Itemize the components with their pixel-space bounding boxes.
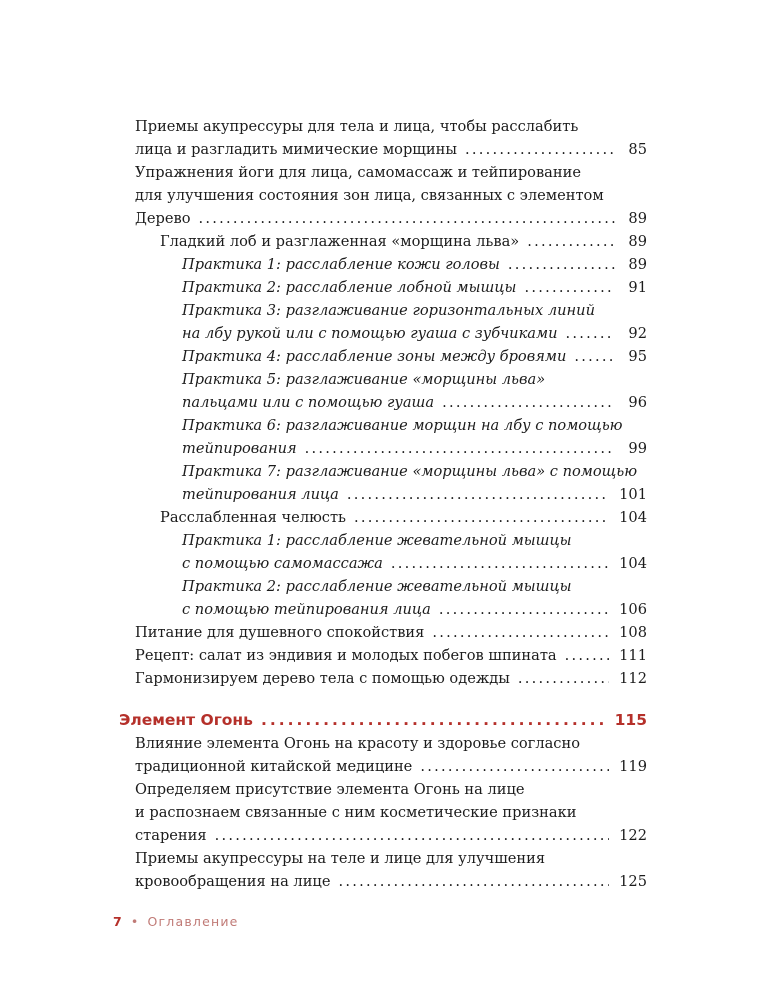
toc-entry[interactable] (135, 437, 647, 460)
toc-entry[interactable] (135, 621, 647, 644)
toc-entry[interactable] (135, 870, 647, 893)
toc-entry-text: с помощью самомассажа (182, 555, 383, 572)
toc-text-line: Практика 6: разглаживание морщин на лбу с помощью (182, 417, 623, 434)
toc-entry[interactable] (135, 667, 647, 690)
toc-entry[interactable] (135, 230, 647, 253)
toc-page-number: 89 (628, 256, 647, 273)
section-page-number: 115 (614, 711, 647, 729)
toc-page-number: 106 (619, 601, 647, 618)
toc-page-number: 85 (628, 141, 647, 158)
toc-text-line: Практика 1: расслабление жевательной мышцы (182, 532, 572, 549)
dot-leader (439, 598, 609, 621)
toc-entry-text: старения (135, 827, 207, 844)
toc-entry[interactable] (135, 391, 647, 414)
toc-text-line: Практика 5: разглаживание «морщины льва» (182, 371, 546, 388)
section-spacer (135, 690, 647, 709)
toc-text-line: Влияние элемента Огонь на красоту и здоровье согласно (135, 735, 580, 752)
footer-page-number: 7 (113, 914, 123, 929)
toc-page-number: 89 (628, 210, 647, 227)
toc-entry[interactable] (135, 552, 647, 575)
toc-entry-text: на лбу рукой или с помощью гуаша с зубчиками (182, 325, 558, 342)
dot-leader (338, 870, 609, 893)
toc-entry[interactable] (135, 345, 647, 368)
dot-leader (465, 138, 615, 161)
toc-entry[interactable] (135, 276, 647, 299)
dot-leader (565, 644, 610, 667)
toc-page-number: 122 (619, 827, 647, 844)
toc-page-number: 101 (619, 486, 647, 503)
page-footer (113, 914, 239, 929)
dot-leader (527, 230, 615, 253)
toc-entry-text: Практика 4: расслабление зоны между бровями (182, 348, 567, 365)
toc-page-number: 91 (628, 279, 647, 296)
toc-entry[interactable] (135, 644, 647, 667)
toc-entry[interactable] (135, 824, 647, 847)
footer-label: Оглавление (147, 914, 239, 929)
toc-entry-text: Гладкий лоб и разглаженная «морщина льва» (160, 233, 520, 250)
section-title: Элемент Огонь (119, 711, 253, 729)
toc-entry[interactable] (135, 138, 647, 161)
dot-leader (442, 391, 615, 414)
toc-entry-text: с помощью тейпирования лица (182, 601, 431, 618)
toc-entry[interactable] (135, 207, 647, 230)
toc-text-line: Определяем присутствие элемента Огонь на лице (135, 781, 525, 798)
toc-entry-text: тейпирования лица (182, 486, 339, 503)
toc-page-number: 111 (619, 647, 647, 664)
toc-entry-text: Практика 2: расслабление лобной мышцы (182, 279, 517, 296)
toc-entry[interactable] (135, 598, 647, 621)
dot-leader (420, 755, 609, 778)
toc-entry[interactable] (135, 483, 647, 506)
dot-leader (432, 621, 609, 644)
dot-leader (566, 322, 616, 345)
dot-leader (391, 552, 609, 575)
toc-entry-text: Гармонизируем дерево тела с помощью одежды (135, 670, 510, 687)
dot-leader (508, 253, 615, 276)
toc-text-line: Приемы акупрессуры для тела и лица, чтобы расслабить (135, 118, 579, 135)
toc-page-number: 104 (619, 509, 647, 526)
dot-leader (261, 709, 605, 732)
toc-entry-text: лица и разгладить мимические морщины (135, 141, 457, 158)
toc-text-line: и распознаем связанные с ним косметические признаки (135, 804, 577, 821)
toc-text-line: Практика 3: разглаживание горизонтальных линий (182, 302, 595, 319)
toc-entry-text: Рецепт: салат из эндивия и молодых побегов шпината (135, 647, 557, 664)
toc-entry[interactable] (135, 253, 647, 276)
toc-page-number: 92 (628, 325, 647, 342)
toc-entry-text: тейпирования (182, 440, 297, 457)
toc-text-line: Практика 7: разглаживание «морщины льва» с помощью (182, 463, 638, 480)
toc-page-number: 89 (628, 233, 647, 250)
toc-text-line: Практика 2: расслабление жевательной мышцы (182, 578, 572, 595)
toc-page-number: 108 (619, 624, 647, 641)
toc-entry-text: Дерево (135, 210, 191, 227)
toc-entry-text: Питание для душевного спокойствия (135, 624, 425, 641)
toc-page-number: 119 (619, 758, 647, 775)
dot-leader (518, 667, 609, 690)
toc-text-line: Упражнения йоги для лица, самомассаж и тейпирование (135, 164, 581, 181)
dot-leader (215, 824, 610, 847)
table-of-contents (119, 115, 647, 893)
toc-page-number: 125 (619, 873, 647, 890)
toc-page-number: 96 (628, 394, 647, 411)
toc-entry[interactable] (135, 506, 647, 529)
toc-text-line: Приемы акупрессуры на теле и лице для улучшения (135, 850, 546, 867)
dot-leader (524, 276, 615, 299)
dot-leader (198, 207, 615, 230)
toc-page-number: 104 (619, 555, 647, 572)
dot-leader (574, 345, 615, 368)
toc-entry-text: традиционной китайской медицине (135, 758, 413, 775)
toc-entry[interactable] (135, 755, 647, 778)
toc-section-heading[interactable] (119, 709, 647, 732)
toc-entry-text: Практика 1: расслабление кожи головы (182, 256, 500, 273)
dot-leader (347, 483, 609, 506)
toc-page-number: 95 (628, 348, 647, 365)
toc-text-line: для улучшения состояния зон лица, связанных с элементом (135, 187, 604, 204)
toc-entry-text: пальцами или с помощью гуаша (182, 394, 435, 411)
dot-leader (354, 506, 609, 529)
toc-entry-text: кровообращения на лице (135, 873, 331, 890)
dot-leader (305, 437, 615, 460)
footer-separator: • (130, 914, 140, 929)
toc-entry[interactable] (135, 322, 647, 345)
toc-page-number: 112 (619, 670, 647, 687)
toc-page-number: 99 (628, 440, 647, 457)
toc-entry-text: Расслабленная челюсть (160, 509, 346, 526)
